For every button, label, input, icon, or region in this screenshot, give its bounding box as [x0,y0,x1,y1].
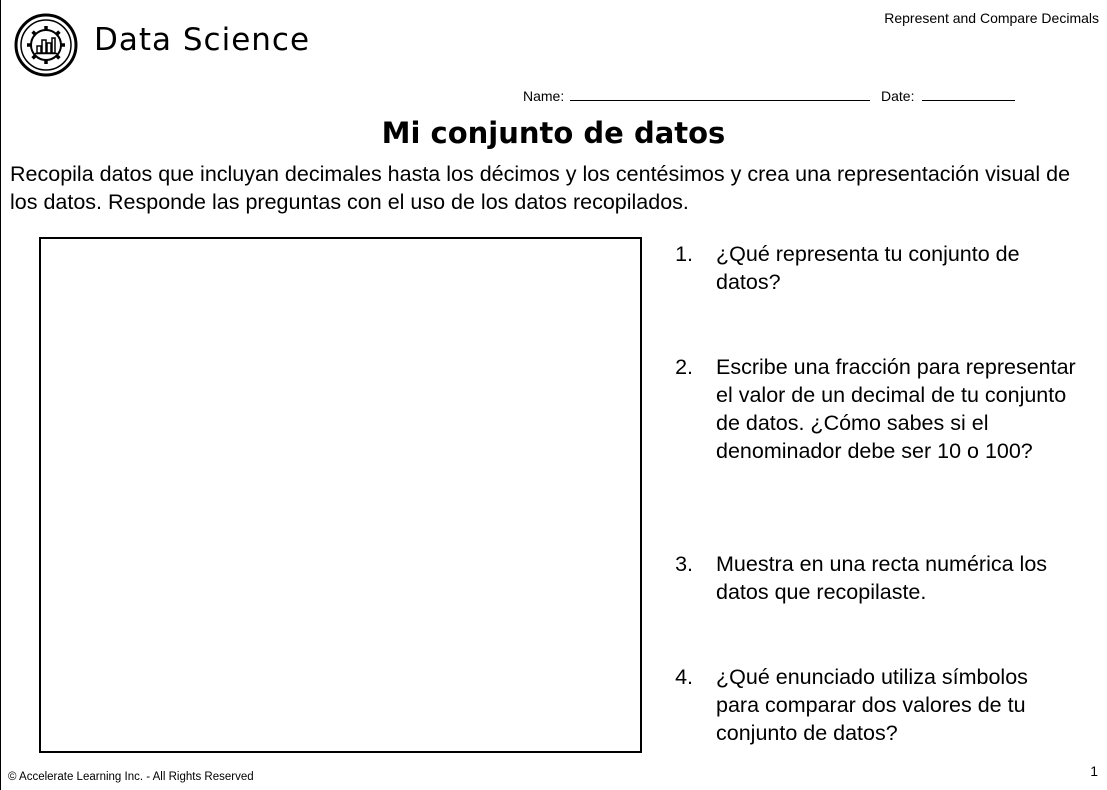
question-number: 4. [675,665,693,689]
question-number: 1. [675,242,693,266]
data-representation-box[interactable] [39,237,642,753]
page-number: 1 [1090,763,1098,779]
question-text: ¿Qué enunciado utiliza símbolos para comparar dos valores de tu conjunto de datos? [716,665,1028,745]
page-title: Mi conjunto de datos [381,116,726,150]
topic-label: Represent and Compare Decimals [884,10,1099,26]
brand-title: Data Science [94,22,311,58]
question-text: Escribe una fracción para representar el valor de un decimal de tu conjunto de datos. ¿Cómo sabes si el denominador debe ser 10 o 100? [716,355,1076,463]
name-field-line[interactable] [570,100,870,101]
question-number: 2. [675,355,693,379]
question-text: Muestra en una recta numérica los datos que recopilaste. [716,552,1048,604]
date-label: Date: [881,88,915,104]
instructions-text: Recopila datos que incluyan decimales hasta los décimos y los centésimos y crea una representación visual de los datos. Responde las preguntas con el uso de los datos recopilados. [10,162,1071,214]
gear-bar-chart-icon [14,13,78,77]
copyright-footer: © Accelerate Learning Inc. - All Rights Reserved [8,771,254,783]
question-text: ¿Qué representa tu conjunto de datos? [716,242,1020,294]
name-label: Name: [523,88,565,104]
date-field-line[interactable] [922,100,1015,101]
question-number: 3. [675,552,693,576]
